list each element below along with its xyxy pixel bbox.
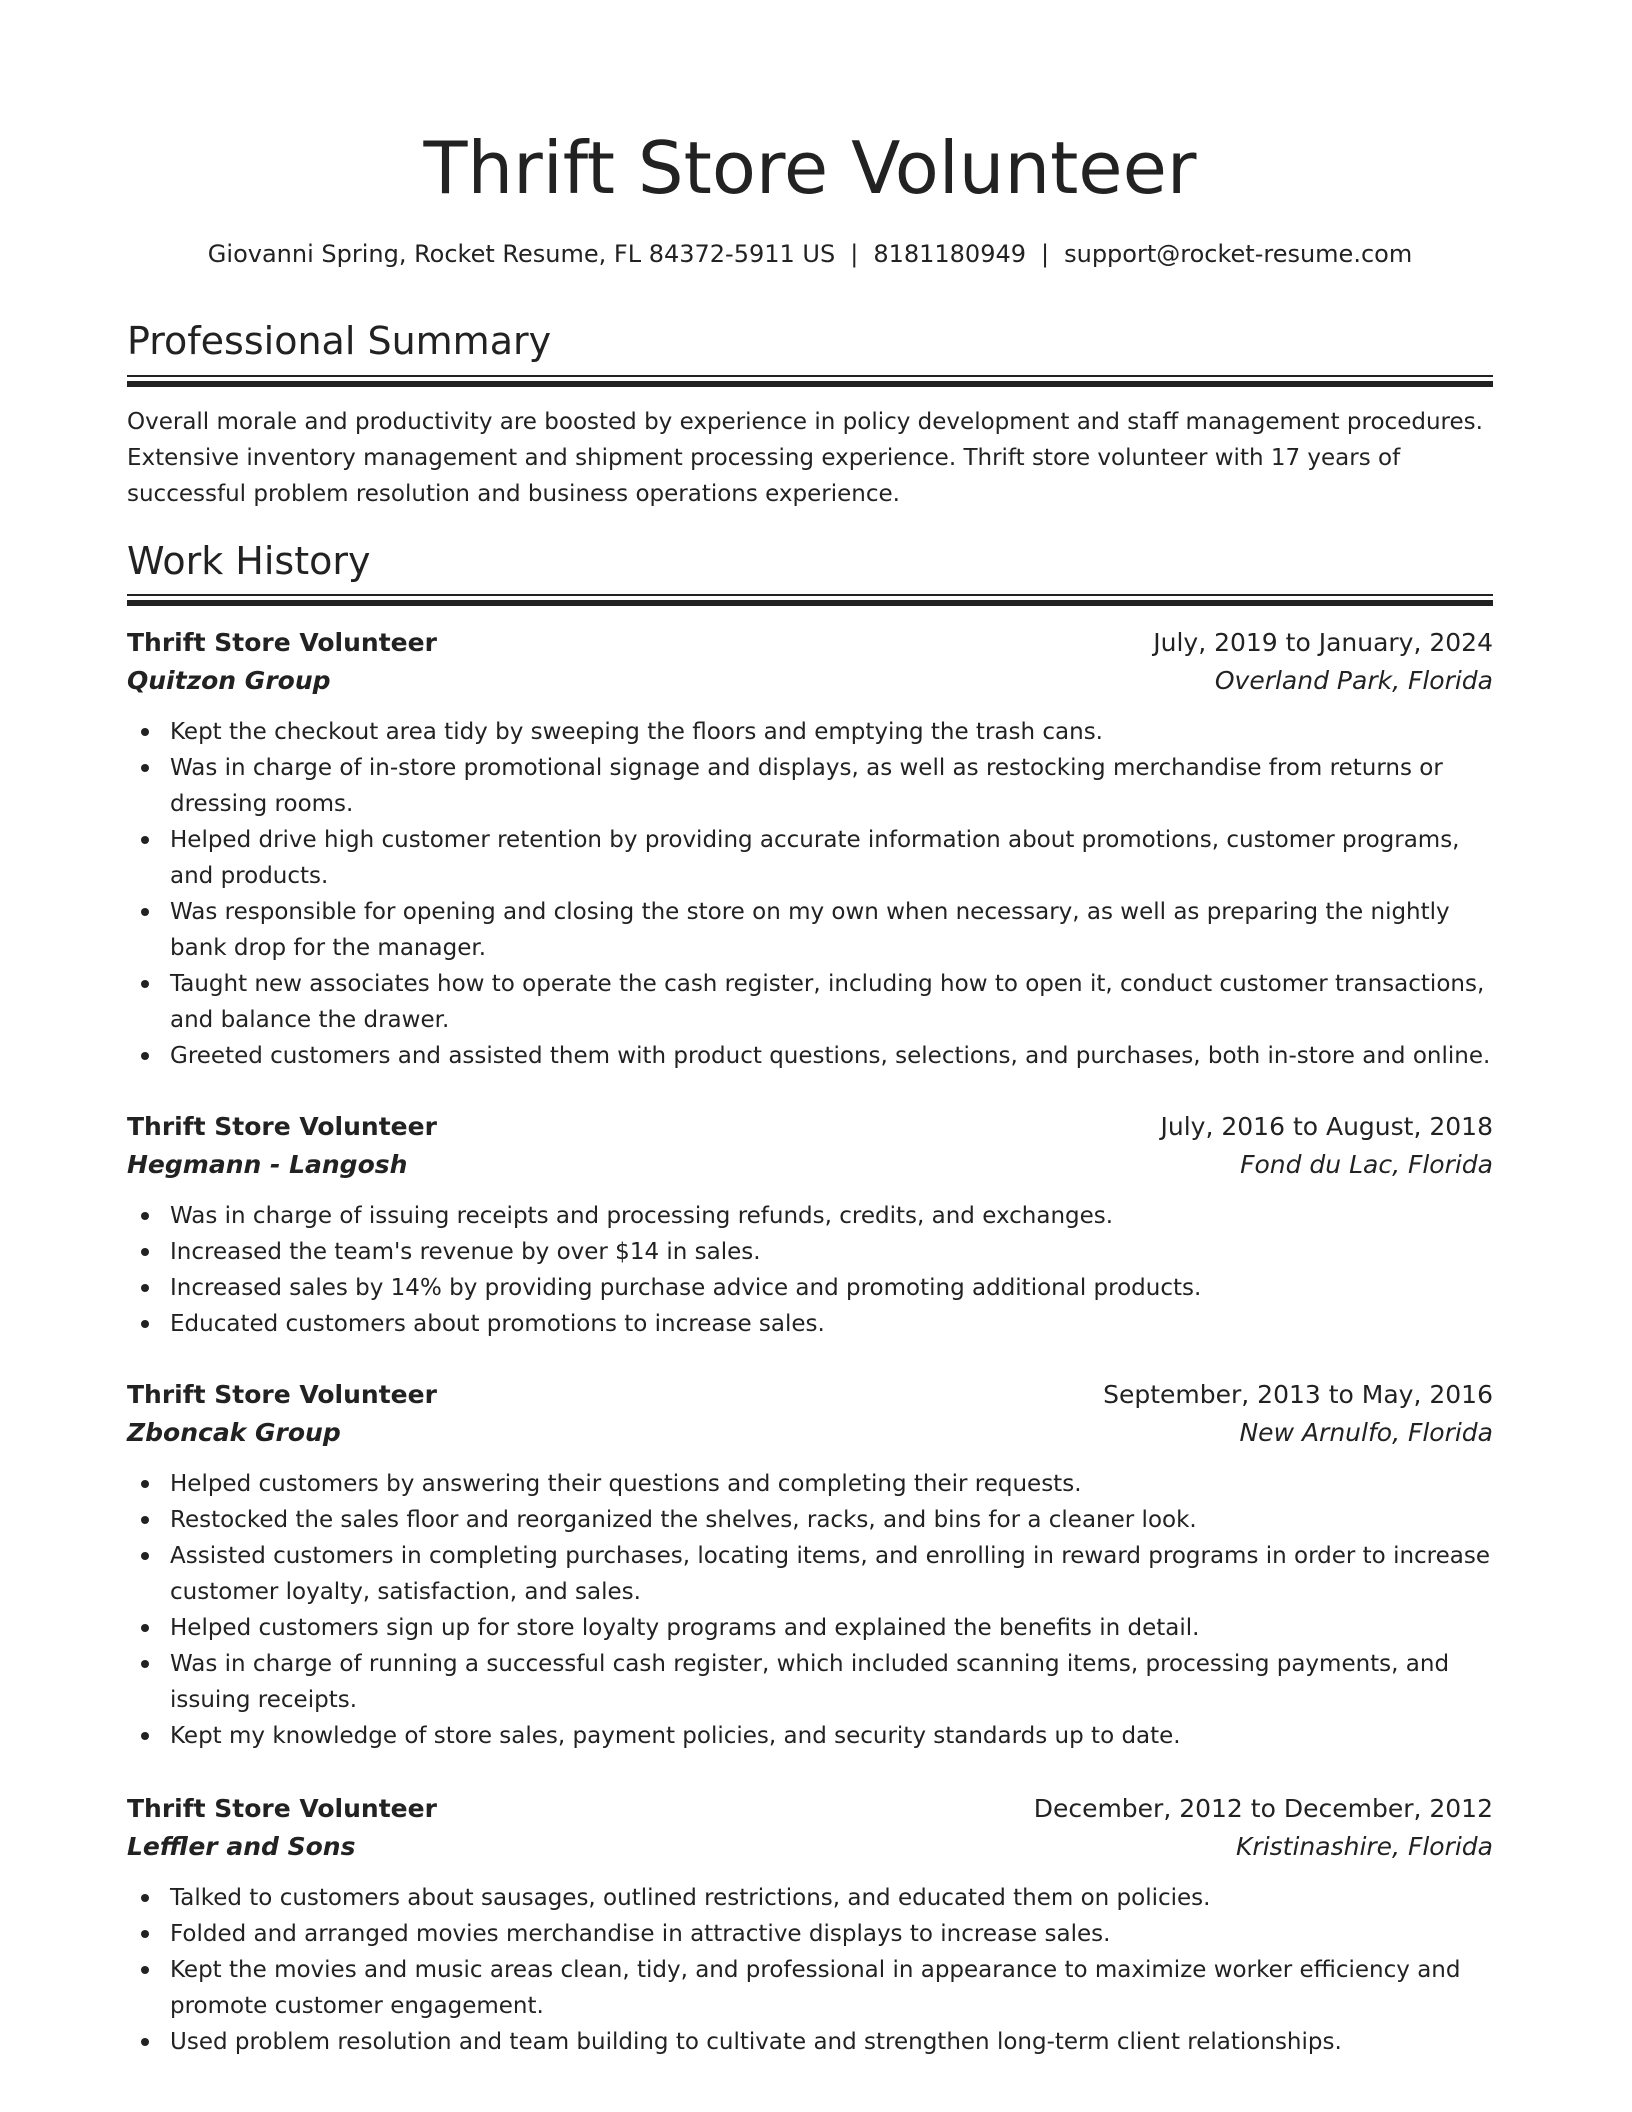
job-title: Thrift Store Volunteer xyxy=(127,1380,437,1409)
job-bullet xyxy=(127,2024,1493,2060)
bullet-icon xyxy=(141,1624,149,1632)
contact-separator: | xyxy=(1041,240,1050,268)
bullet-icon xyxy=(141,908,149,916)
bullet-icon xyxy=(141,1930,149,1938)
job-bullet-text: Educated customers about promotions to increase sales. xyxy=(170,1311,825,1337)
job-bullet xyxy=(127,1198,1493,1234)
job-bullet xyxy=(127,1234,1493,1270)
job-title: Thrift Store Volunteer xyxy=(127,1794,437,1823)
contact-separator: | xyxy=(850,240,859,268)
job-bullet-text: Talked to customers about sausages, outlined restrictions, and educated them on policies. xyxy=(170,1885,1211,1911)
job-bullet-text: Was responsible for opening and closing the store on my own when necessary, as well as preparing the nightly bank drop for the manager. xyxy=(170,899,1450,961)
job-bullet-text: Helped drive high customer retention by providing accurate information about promotions, customer programs, and products. xyxy=(170,827,1460,889)
job-bullet xyxy=(127,714,1493,750)
job-location: Kristinashire, Florida xyxy=(1236,1832,1493,1861)
job-bullet xyxy=(127,822,1493,894)
bullet-icon xyxy=(141,1320,149,1328)
job-bullet-text: Greeted customers and assisted them with product questions, selections, and purchases, both in-store and online. xyxy=(170,1043,1491,1069)
job-bullet-text: Used problem resolution and team building to cultivate and strengthen long-term client relationships. xyxy=(170,2029,1342,2055)
bullet-icon xyxy=(141,1480,149,1488)
job-bullet-text: Was in charge of running a successful cash register, which included scanning items, processing payments, and issuing receipts. xyxy=(170,1651,1450,1713)
job-bullet-list xyxy=(127,714,1493,1074)
summary-text: Overall morale and productivity are boosted by experience in policy development and staff management procedures. Extensive inventory management and shipment processing experience. Thrift store volunteer with 17 years of successful problem resolution and business operations experience. xyxy=(127,409,1483,507)
job-bullet xyxy=(127,966,1493,1038)
job-bullet-text: Helped customers sign up for store loyalty programs and explained the benefits in detail. xyxy=(170,1615,1200,1641)
job-company: Zboncak Group xyxy=(127,1418,341,1447)
section-heading-work-history: Work History xyxy=(127,539,371,583)
job-bullet-text: Taught new associates how to operate the cash register, including how to open it, conduct customer transactions, and balance the drawer. xyxy=(170,971,1485,1033)
job-bullet-text: Folded and arranged movies merchandise in attractive displays to increase sales. xyxy=(170,1921,1111,1947)
job-dates: December, 2012 to December, 2012 xyxy=(1033,1794,1493,1823)
section-heading-summary: Professional Summary xyxy=(127,319,552,363)
job-bullet xyxy=(127,1880,1493,1916)
bullet-icon xyxy=(141,1284,149,1292)
job-bullet xyxy=(127,1646,1493,1718)
job-bullet xyxy=(127,1502,1493,1538)
bullet-icon xyxy=(141,728,149,736)
job-bullet-list xyxy=(127,1880,1493,2060)
job-entry xyxy=(127,1376,1493,1754)
contact-email: support@rocket-resume.com xyxy=(1064,240,1413,268)
job-title: Thrift Store Volunteer xyxy=(127,1112,437,1141)
job-bullet xyxy=(127,894,1493,966)
job-entry xyxy=(127,1790,1493,2060)
job-company: Leffler and Sons xyxy=(127,1832,356,1861)
job-dates: July, 2016 to August, 2018 xyxy=(1160,1112,1493,1141)
bullet-icon xyxy=(141,1516,149,1524)
job-location: Fond du Lac, Florida xyxy=(1240,1150,1493,1179)
job-bullet-text: Increased the team's revenue by over $14 in sales. xyxy=(170,1239,761,1265)
job-entry xyxy=(127,1108,1493,1342)
job-dates: July, 2019 to January, 2024 xyxy=(1153,628,1493,657)
section-divider xyxy=(127,375,1493,387)
job-bullet xyxy=(127,1466,1493,1502)
bullet-icon xyxy=(141,1052,149,1060)
job-bullet xyxy=(127,1916,1493,1952)
job-bullet-list xyxy=(127,1466,1493,1754)
bullet-icon xyxy=(141,836,149,844)
bullet-icon xyxy=(141,2038,149,2046)
bullet-icon xyxy=(141,764,149,772)
bullet-icon xyxy=(141,1212,149,1220)
job-dates: September, 2013 to May, 2016 xyxy=(1103,1380,1493,1409)
job-bullet-text: Kept the movies and music areas clean, tidy, and professional in appearance to maximize worker efficiency and promote customer engagement. xyxy=(170,1957,1461,2019)
job-bullet-text: Kept my knowledge of store sales, payment policies, and security standards up to date. xyxy=(170,1723,1181,1749)
bullet-icon xyxy=(141,1966,149,1974)
bullet-icon xyxy=(141,1552,149,1560)
job-bullet-text: Assisted customers in completing purchases, locating items, and enrolling in reward programs in order to increase customer loyalty, satisfaction, and sales. xyxy=(170,1543,1491,1605)
bullet-icon xyxy=(141,980,149,988)
job-bullet xyxy=(127,750,1493,822)
job-company: Hegmann - Langosh xyxy=(127,1150,408,1179)
section-divider xyxy=(127,594,1493,606)
job-title: Thrift Store Volunteer xyxy=(127,628,437,657)
contact-line xyxy=(127,236,1493,272)
job-bullet xyxy=(127,1038,1493,1074)
job-bullet xyxy=(127,1718,1493,1754)
bullet-icon xyxy=(141,1660,149,1668)
job-bullet xyxy=(127,1538,1493,1610)
job-bullet-text: Kept the checkout area tidy by sweeping the floors and emptying the trash cans. xyxy=(170,719,1103,745)
job-bullet-text: Was in charge of issuing receipts and processing refunds, credits, and exchanges. xyxy=(170,1203,1114,1229)
job-entry xyxy=(127,624,1493,1074)
bullet-icon xyxy=(141,1248,149,1256)
job-bullet xyxy=(127,1610,1493,1646)
job-bullet-text: Increased sales by 14% by providing purchase advice and promoting additional products. xyxy=(170,1275,1202,1301)
job-location: Overland Park, Florida xyxy=(1214,666,1493,695)
bullet-icon xyxy=(141,1894,149,1902)
job-location: New Arnulfo, Florida xyxy=(1239,1418,1493,1447)
job-bullet xyxy=(127,1270,1493,1306)
job-bullet-text: Helped customers by answering their questions and completing their requests. xyxy=(170,1471,1082,1497)
job-bullet xyxy=(127,1952,1493,2024)
resume-title: Thrift Store Volunteer xyxy=(423,126,1197,210)
bullet-icon xyxy=(141,1732,149,1740)
job-bullet-list xyxy=(127,1198,1493,1342)
job-bullet xyxy=(127,1306,1493,1342)
contact-address: Giovanni Spring, Rocket Resume, FL 84372-5911 US xyxy=(207,240,836,268)
job-bullet-text: Was in charge of in-store promotional signage and displays, as well as restocking merchandise from returns or dressing rooms. xyxy=(170,755,1443,817)
job-bullet-text: Restocked the sales floor and reorganized the shelves, racks, and bins for a cleaner look. xyxy=(170,1507,1197,1533)
contact-phone: 8181180949 xyxy=(873,240,1027,268)
job-company: Quitzon Group xyxy=(127,666,331,695)
